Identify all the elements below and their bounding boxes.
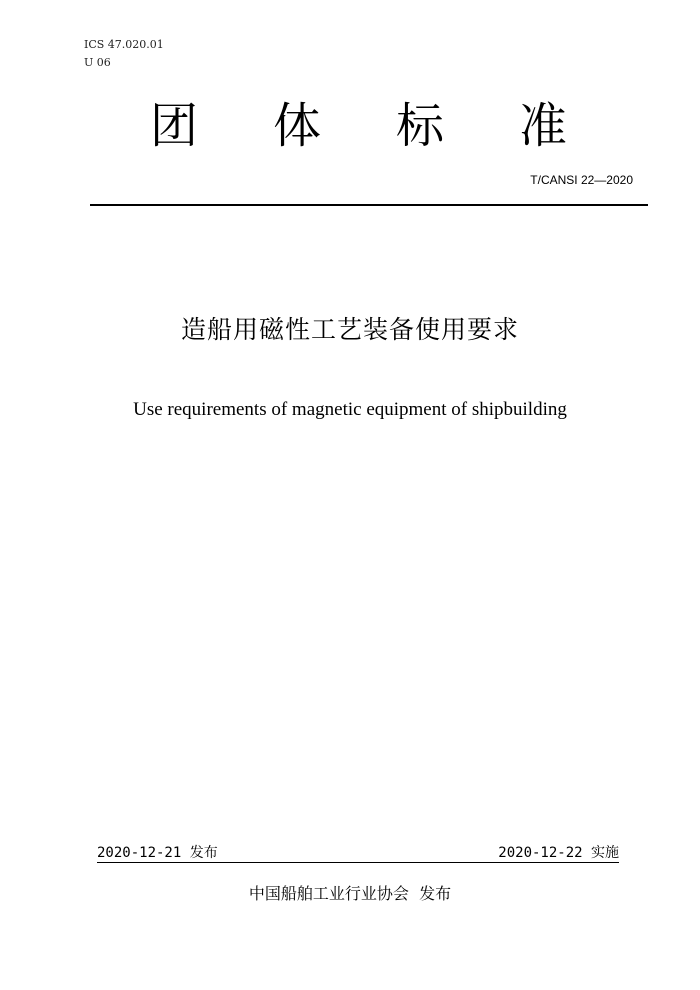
document-type-char: 团: [150, 98, 199, 154]
ics-code: ICS 47.020.01: [84, 38, 164, 51]
issue-date: 2020-12-21 发布: [97, 845, 218, 861]
title-english: Use requirements of magnetic equipment of shipbuilding: [133, 399, 567, 420]
document-type-heading: [150, 96, 570, 156]
implementation-date: 2020-12-22 实施: [498, 845, 619, 861]
footer-divider: [97, 862, 619, 863]
document-type-char: 准: [519, 98, 568, 154]
date-row: [97, 843, 619, 863]
header-divider: [90, 204, 648, 206]
ccs-code: U 06: [84, 56, 111, 69]
publisher: 中国船舶工业行业协会 发布: [248, 884, 452, 903]
document-type-char: 体: [273, 98, 322, 154]
title-chinese: 造船用磁性工艺装备使用要求: [180, 315, 519, 344]
classification-codes: [84, 36, 164, 72]
document-type-char: 标: [396, 98, 445, 154]
standard-number: T/CANSI 22—2020: [530, 173, 633, 187]
